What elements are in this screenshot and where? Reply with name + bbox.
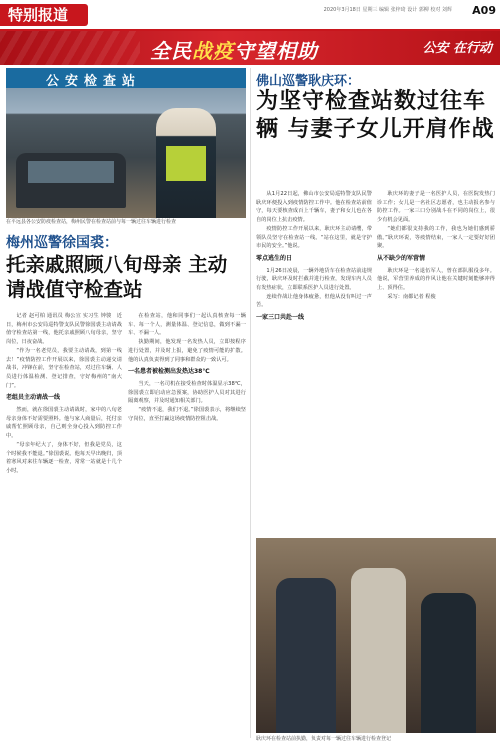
left-article-kicker: 梅州巡警徐国裘：	[6, 235, 118, 251]
right-article-col-d	[377, 190, 495, 301]
left-article-title: 托亲戚照顾八旬母亲 主动请战值守检查站	[6, 253, 228, 301]
paragraph: 耿庆环是一名退伍军人，曾在部队服役多年。他说，军营里养成的作风让他在关键时刻能够冲得上、顶得住。	[377, 267, 495, 292]
right-article-kicker: 佛山巡警耿庆环：	[256, 74, 361, 89]
paragraph: 连续作战让他身体疲惫，但他从没有叫过一声苦。	[256, 293, 372, 309]
column-divider	[250, 68, 251, 738]
paragraph: “作为一名老党员，我要主动请战，到第一线去！”疫情防控工作开展以来，徐国裘主动递交请战书，冲锋在前，坚守在检查站，对过往车辆、人员进行体温检测、登记排查，守好梅州的“南大门”。	[6, 347, 122, 389]
officer-vest	[166, 146, 206, 181]
person-shape	[276, 578, 336, 733]
paragraph: 记者 赵可柏 通讯员 梅公宣 实习生 钟骏 近日，梅州市公安局巡特警支队民警徐国裘主动请战值守检查站第一线，他托亲戚照顾八旬母亲，坚守岗位，日夜奋战。	[6, 313, 122, 346]
page-meta: 2020年3月18日 星期三 编辑 张梓琦 设计 郭柳 校对 刘辉	[323, 7, 452, 13]
subheading: 老组员主动请战一线	[6, 394, 61, 402]
right-article-col-c	[256, 190, 372, 326]
banner-pattern	[0, 31, 140, 65]
paragraph: “她们都很支持我的工作，我也为她们感到骄傲。”耿庆环说，等疫情结束，一家人一定要好好团聚。	[377, 225, 495, 250]
family-photo	[256, 538, 496, 733]
banner-text-a: 全民	[150, 39, 192, 63]
byline: 采写：南都记者 程俊	[387, 293, 436, 300]
paragraph: 在检查站，他和同事们一起认真核查每一辆车、每一个人，测量体温、登记信息，做到不漏一车、不漏一人。	[128, 313, 246, 337]
banner-text-c: 守望相助	[234, 39, 318, 63]
left-article-col-a	[6, 312, 122, 476]
banner-slogan	[150, 35, 318, 64]
paragraph: “疫情不退，我们不退。”徐国裘表示，将继续坚守岗位，直至打赢这场疫情防控阻击战。	[128, 407, 246, 422]
paragraph: 执勤期间，他发现一名发热人员，立即按程序进行处置，并及时上报，避免了疫情可能的扩散。他的认真负责得到了同事和群众的一致认可。	[128, 339, 246, 363]
paragraph: 1月26日凌晨，一辆外地货车在检查站前违规行驶，耿庆环及时拦截并进行检查，发现车内人员有发热症状，立即联系医护人员进行处置。	[256, 267, 372, 292]
topic-banner	[0, 31, 500, 65]
subheading: 从不缺少的军营情	[377, 254, 426, 262]
paragraph: 当天，一名司机在接受检查时体温显示38℃，徐国裘立即启动应急预案，协助医护人员对其进行隔离观察，并及时通知相关部门。	[128, 380, 246, 405]
paragraph: 从1月22日起，佛山市公安局巡特警支队民警耿庆环便投入到疫情防控工作中。他在检查站前值守，每天要核查成百上千辆车，妻子和女儿也在各自的岗位上抗击疫情。	[256, 191, 372, 224]
checkpoint-roof	[6, 68, 246, 88]
checkpoint-sign: 公安检查站	[46, 74, 142, 89]
paragraph: “母亲年纪大了，身体不好，但我是党员，这个时候我不能退。”徐国裘说。他每天早出晚归，顶着寒风对来往车辆逐一检查，常常一站就是十几个小时。	[6, 441, 122, 474]
car-shape	[16, 153, 126, 208]
paragraph: 然而，就在徐国裘主动请战时，家中的八旬老母亲身体不好需要照料。他与家人商量后，托付亲戚帮忙照顾母亲，自己则全身心投入到防控工作中。	[6, 407, 122, 440]
section-label: 特别报道	[0, 4, 88, 26]
paragraph: 疫情防控工作开展以来，耿庆环主动请缨，带领队员坚守在检查站一线。“站在这里，就是守护市民的安全。”他说。	[256, 225, 372, 250]
person-shape	[421, 593, 476, 733]
photo2-caption: 耿庆环在检查站前执勤，负责对每一辆过往车辆进行检查登记	[256, 736, 392, 742]
subheading: 零点逃生的日	[256, 254, 293, 262]
car-window	[28, 161, 114, 183]
banner-right-label: 公安 在行动	[422, 41, 492, 56]
page-number: A09	[472, 4, 496, 17]
banner-text-b: 战疫	[192, 39, 234, 63]
person-shape	[351, 568, 406, 733]
checkpoint-photo	[6, 68, 246, 218]
subheading: 一名患者被检测出发热达38℃	[128, 368, 210, 376]
right-article-title: 为坚守检查站数过往车辆 与妻子女儿开肩作战	[256, 89, 495, 142]
left-article-col-b	[128, 312, 246, 423]
paragraph: 耿庆环的妻子是一名医护人员，在医院发热门诊工作；女儿是一名社区志愿者，也主动报名参与防控工作。一家三口分别战斗在不同的岗位上，很少有机会见面。	[377, 191, 495, 224]
photo1-caption: 在平远县各公安防疫检查站，梅州民警在检查站前与每一辆过往车辆进行检查	[6, 219, 177, 225]
subheading: 一家三口共赴一线	[256, 314, 305, 322]
